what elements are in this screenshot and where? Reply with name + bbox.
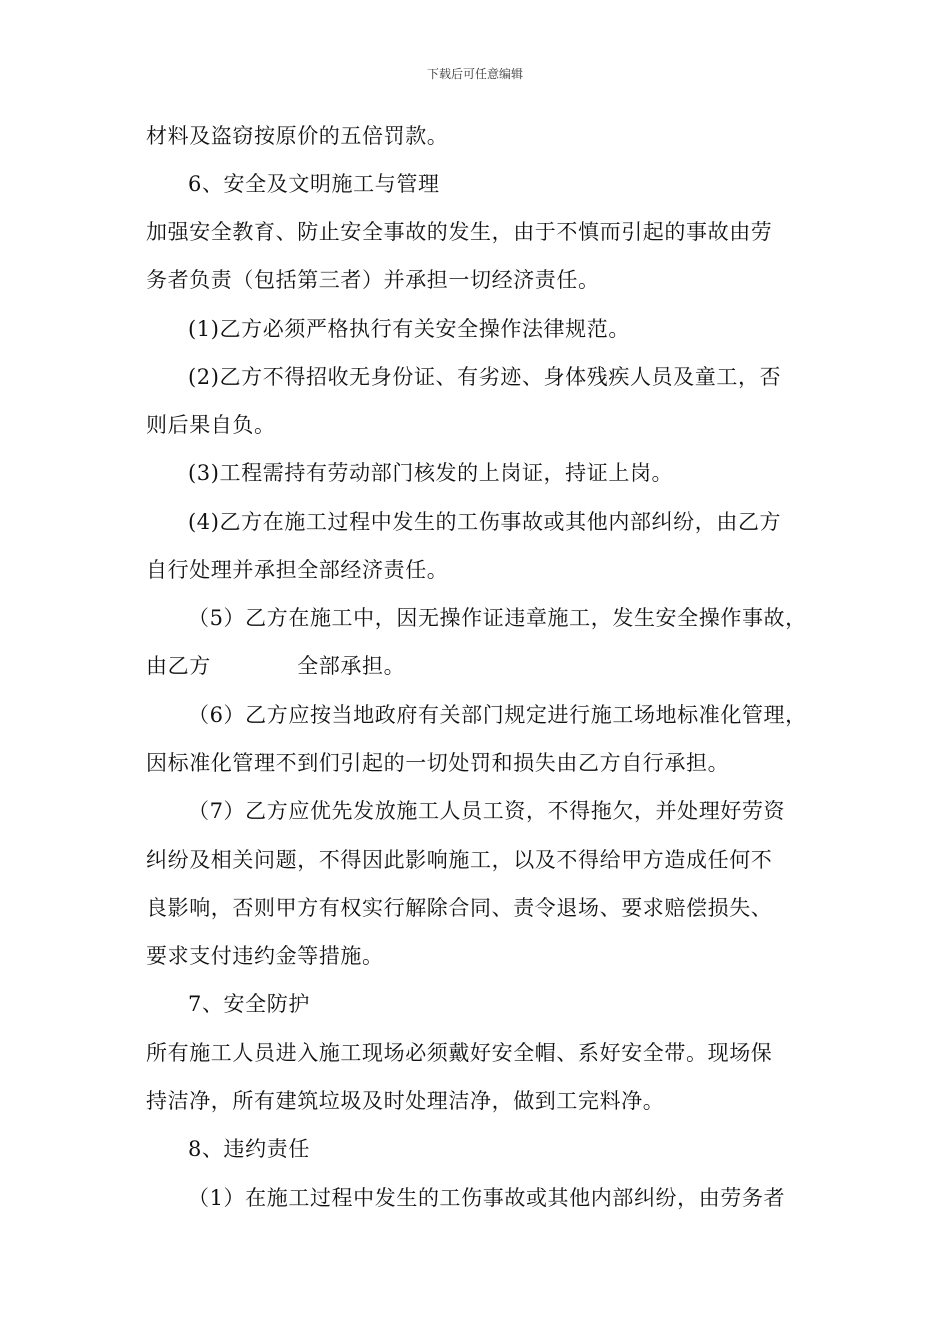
list-item: (3)工程需持有劳动部门核发的上岗证，持证上岗。 (188, 461, 674, 485)
text-line: 纠纷及相关问题，不得因此影响施工，以及不得给甲方造成任何不 (146, 848, 773, 872)
text-line: 加强安全教育、防止安全事故的发生，由于不慎而引起的事故由劳 (146, 220, 773, 244)
text-line: 所有施工人员进入施工现场必须戴好安全帽、系好安全带。现场保 (146, 1041, 773, 1065)
list-item: （5）乙方在施工中，因无操作证违章施工，发生安全操作事故， (188, 606, 807, 630)
text-line: 则后果自负。 (146, 413, 276, 437)
text-line: 因标准化管理不到们引起的一切处罚和损失由乙方自行承担。 (146, 751, 730, 775)
text-line: 持洁净，所有建筑垃圾及时处理洁净，做到工完料净。 (146, 1089, 665, 1113)
text-line: 材料及盗窃按原价的五倍罚款。 (146, 124, 449, 148)
list-item: （7）乙方应优先发放施工人员工资，不得拖欠，并处理好劳资 (188, 799, 786, 823)
text-line: 良影响，否则甲方有权实行解除合同、责令退场、要求赔偿损失、 (146, 896, 773, 920)
list-item: （6）乙方应按当地政府有关部门规定进行施工场地标准化管理， (188, 703, 807, 727)
page-header: 下载后可任意编辑 (426, 67, 523, 81)
text-line: 要求支付违约金等措施。 (146, 944, 384, 968)
section-heading: 8、违约责任 (188, 1137, 310, 1161)
list-item: (4)乙方在施工过程中发生的工伤事故或其他内部纠纷，由乙方 (188, 510, 782, 534)
list-item: (2)乙方不得招收无身份证、有劣迹、身体残疾人员及童工，否 (188, 365, 782, 389)
section-heading: 6、安全及文明施工与管理 (188, 172, 440, 196)
section-heading: 7、安全防护 (188, 992, 310, 1016)
list-item: (1)乙方必须严格执行有关安全操作法律规范。 (188, 317, 630, 341)
list-item: （1）在施工过程中发生的工伤事故或其他内部纠纷，由劳务者 (188, 1186, 786, 1210)
text-line: 务者负责（包括第三者）并承担一切经济责任。 (146, 268, 600, 292)
text-line: 自行处理并承担全部经济责任。 (146, 558, 449, 582)
text-line: 由乙方 全部承担。 (146, 654, 406, 678)
